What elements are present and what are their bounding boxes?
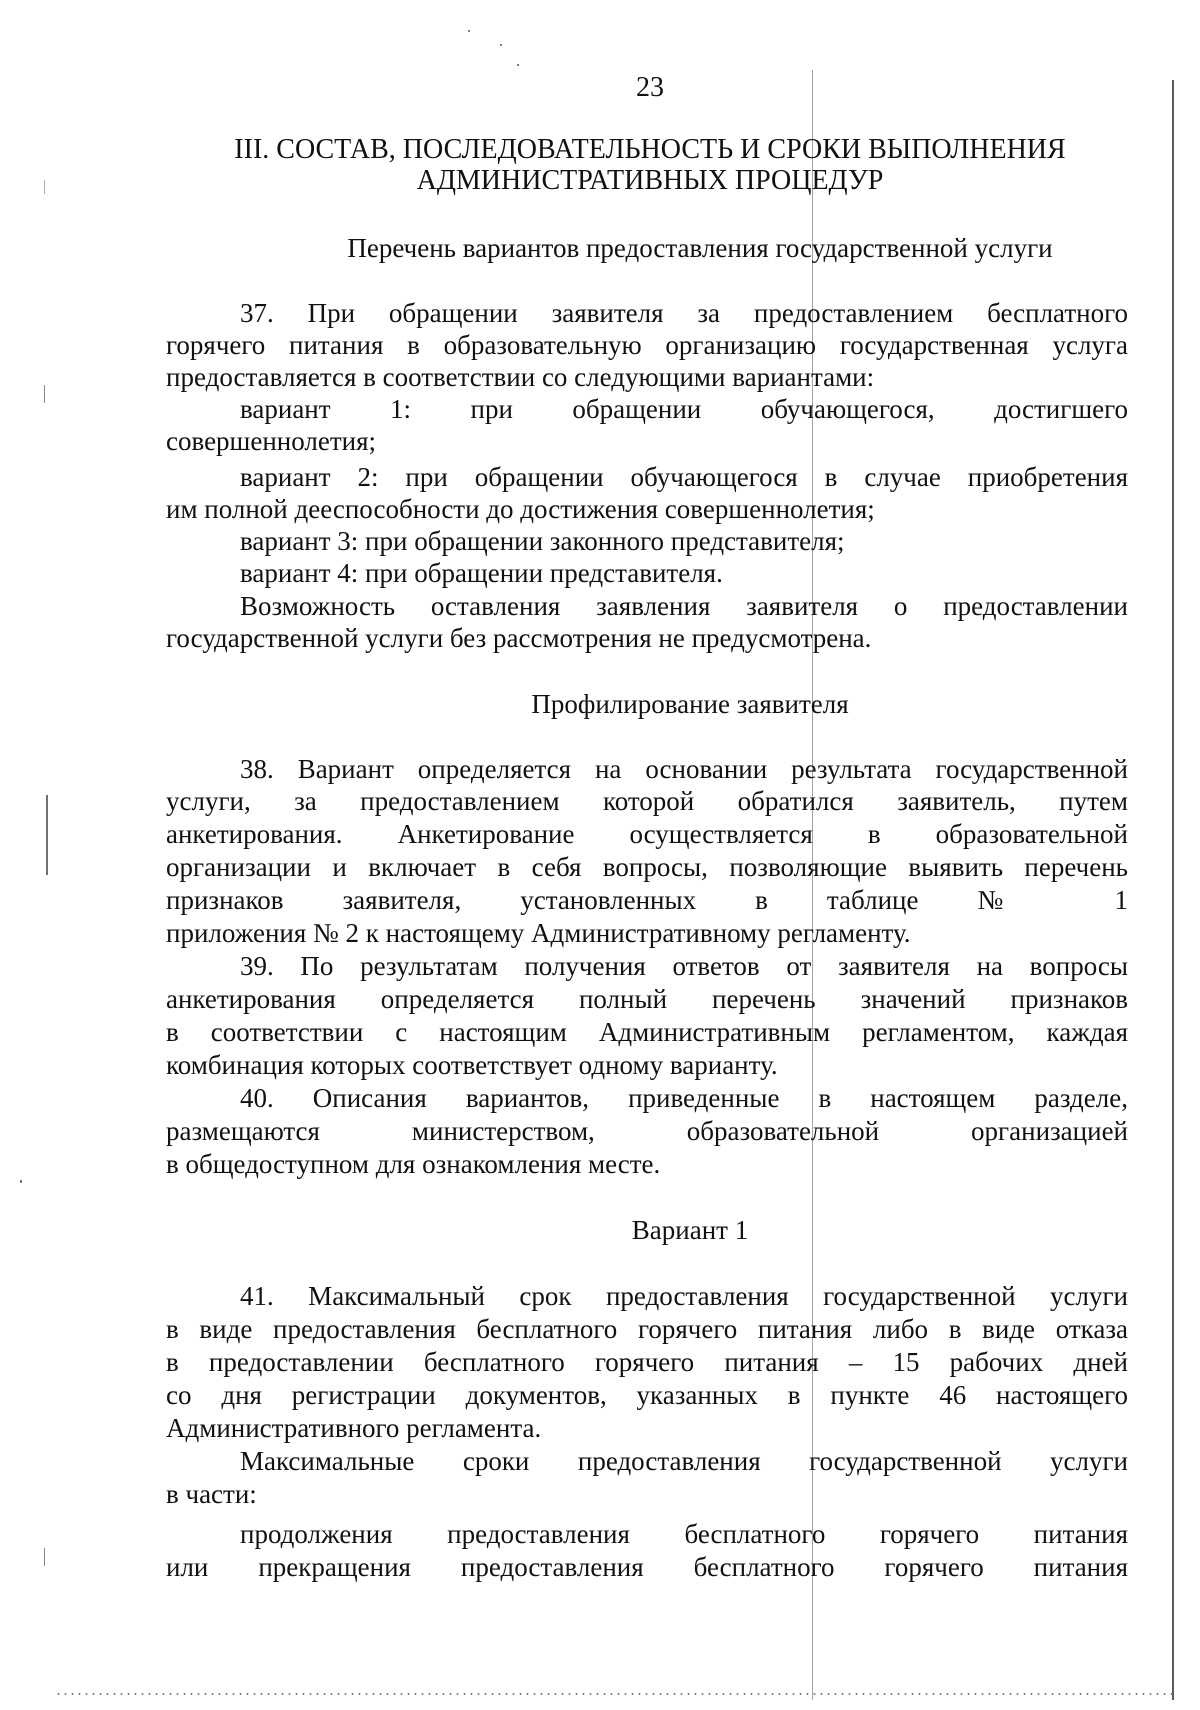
paragraph-39-line: комбинация которых соответствует одному варианту. xyxy=(166,1050,778,1080)
paragraph-38-line: анкетирования. Анкетирование осуществляется в образовательной xyxy=(166,819,1128,849)
paragraph-38-line: приложения № 2 к настоящему Административному регламенту. xyxy=(166,918,911,948)
paragraph-40-line: в общедоступном для ознакомления месте. xyxy=(166,1149,661,1179)
continuation-line: продолжения предоставления бесплатного горячего питания xyxy=(240,1519,1128,1549)
continuation-line: или прекращения предоставления бесплатного горячего питания xyxy=(166,1552,1128,1582)
max-terms-line: Максимальные сроки предоставления государственной услуги xyxy=(240,1446,1128,1476)
subheading-variants-list: Перечень вариантов предоставления государственной услуги xyxy=(347,233,1053,263)
subheading-profiling: Профилирование заявителя xyxy=(531,689,849,719)
variant-4-line: вариант 4: при обращении представителя. xyxy=(240,558,723,588)
paragraph-38-line: организации и включает в себя вопросы, позволяющие выявить перечень xyxy=(166,852,1128,882)
no-dismissal-line: Возможность оставления заявления заявителя о предоставлении xyxy=(240,591,1128,621)
scan-speck xyxy=(20,1180,22,1183)
paragraph-41-line: в предоставлении бесплатного горячего питания – 15 рабочих дней xyxy=(166,1347,1128,1377)
section-heading-line-1: III. СОСТАВ, ПОСЛЕДОВАТЕЛЬНОСТЬ И СРОКИ ВЫПОЛНЕНИЯ xyxy=(234,134,1066,165)
variant-1-line: совершеннолетия; xyxy=(166,426,377,456)
scan-right-edge xyxy=(1172,80,1174,1700)
variant-1-line: вариант 1: при обращении обучающегося, достигшего xyxy=(240,394,1128,424)
paragraph-37-line: горячего питания в образовательную организацию государственная услуга xyxy=(166,330,1128,360)
scan-speck xyxy=(517,64,519,66)
variant-2-line: им полной дееспособности до достижения совершеннолетия; xyxy=(166,494,875,524)
paragraph-41-line: 41. Максимальный срок предоставления государственной услуги xyxy=(240,1281,1128,1311)
scan-bottom-noise xyxy=(55,1693,1175,1695)
paragraph-41-line: со дня регистрации документов, указанных в пункте 46 настоящего xyxy=(166,1380,1128,1410)
scan-speck xyxy=(468,30,470,32)
scan-left-mark xyxy=(46,795,48,875)
paragraph-39-line: анкетирования определяется полный перечень значений признаков xyxy=(166,984,1128,1014)
max-terms-line: в части: xyxy=(166,1479,257,1509)
scan-left-mark xyxy=(44,385,45,403)
variant-3-line: вариант 3: при обращении законного представителя; xyxy=(240,526,845,556)
paragraph-38-line: услуги, за предоставлением которой обратился заявитель, путем xyxy=(166,786,1128,816)
paragraph-39-line: в соответствии с настоящим Административным регламентом, каждая xyxy=(166,1017,1128,1047)
paragraph-37-line: предоставляется в соответствии со следующими вариантами: xyxy=(166,362,875,392)
paragraph-37-line: 37. При обращении заявителя за предоставлением бесплатного xyxy=(240,298,1128,328)
scan-left-mark xyxy=(44,180,45,194)
paragraph-40-line: размещаются министерством, образовательной организацией xyxy=(166,1116,1128,1146)
variant-2-line: вариант 2: при обращении обучающегося в случае приобретения xyxy=(240,462,1128,492)
paragraph-38-line: признаков заявителя, установленных в таблице № 1 xyxy=(166,885,1128,915)
subheading-variant-1: Вариант 1 xyxy=(631,1215,749,1245)
paragraph-38-line: 38. Вариант определяется на основании результата государственной xyxy=(240,754,1128,784)
paragraph-40-line: 40. Описания вариантов, приведенные в настоящем разделе, xyxy=(240,1083,1128,1113)
no-dismissal-line: государственной услуги без рассмотрения не предусмотрена. xyxy=(166,623,872,653)
paragraph-41-line: в виде предоставления бесплатного горячего питания либо в виде отказа xyxy=(166,1314,1128,1344)
scan-speck xyxy=(500,44,502,46)
section-heading-line-2: АДМИНИСТРАТИВНЫХ ПРОЦЕДУР xyxy=(416,165,884,196)
scan-left-mark xyxy=(44,1548,45,1566)
paragraph-41-line: Административного регламента. xyxy=(166,1413,542,1443)
paragraph-39-line: 39. По результатам получения ответов от заявителя на вопросы xyxy=(240,951,1128,981)
page-number: 23 xyxy=(636,72,664,103)
